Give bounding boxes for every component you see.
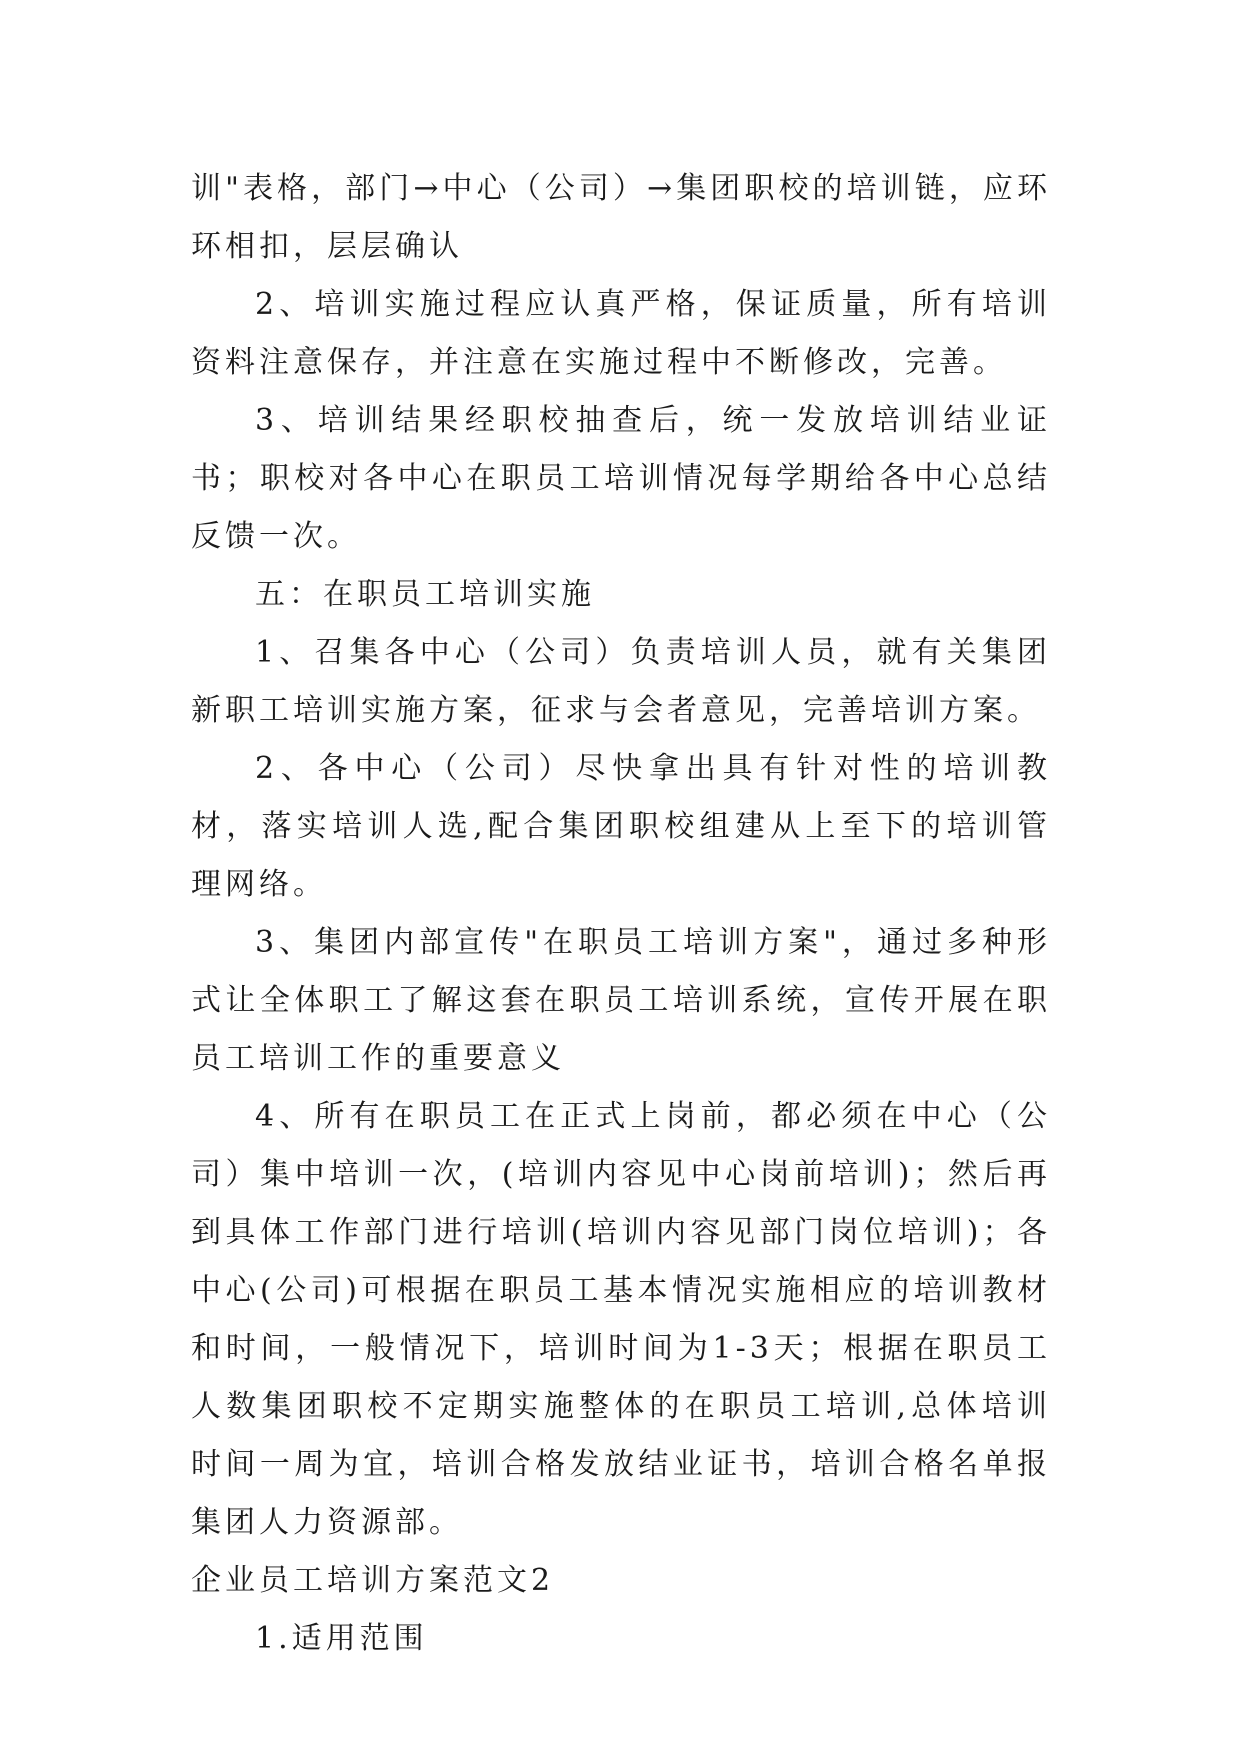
paragraph-item-3: 3、培训结果经职校抽查后，统一发放培训结业证书；职校对各中心在职员工培训情况每学期给各中心总结反馈一次。: [191, 403, 1051, 554]
subsection-heading-scope: 1.适用范围: [255, 1621, 428, 1656]
paragraph-continuation: 训"表格，部门→中心（公司）→集团职校的培训链，应环环相扣，层层确认: [191, 171, 1051, 264]
paragraph-item-2b: 2、各中心（公司）尽快拿出具有针对性的培训教材，落实培训人选,配合集团职校组建从上至下的培训管理网络。: [191, 751, 1051, 902]
paragraph-item-4: 4、所有在职员工在正式上岗前，都必须在中心（公司）集中培训一次，(培训内容见中心岗前培训)；然后再到具体工作部门进行培训(培训内容见部门岗位培训)；各中心(公司)可根据在职员工基本情况实施相应的培训教材和时间，一般情况下，培训时间为1-3天；根据在职员工人数集团职校不定期实施整体的在职员工培训,总体培训时间一周为宜，培训合格发放结业证书，培训合格名单报集团人力资源部。: [191, 1099, 1051, 1540]
section-heading-five: 五：在职员工培训实施: [255, 577, 595, 612]
paragraph-item-1: 1、召集各中心（公司）负责培训人员，就有关集团新职工培训实施方案，征求与会者意见，完善培训方案。: [191, 635, 1051, 728]
paragraph-item-3b: 3、集团内部宣传"在职员工培训方案"，通过多种形式让全体职工了解这套在职员工培训系统，宣传开展在职员工培训工作的重要意义: [191, 925, 1051, 1076]
document-body: [191, 160, 1051, 1668]
document-title-section-2: 企业员工培训方案范文2: [191, 1563, 555, 1598]
paragraph-item-2: 2、培训实施过程应认真严格，保证质量，所有培训资料注意保存，并注意在实施过程中不断修改，完善。: [191, 287, 1051, 380]
